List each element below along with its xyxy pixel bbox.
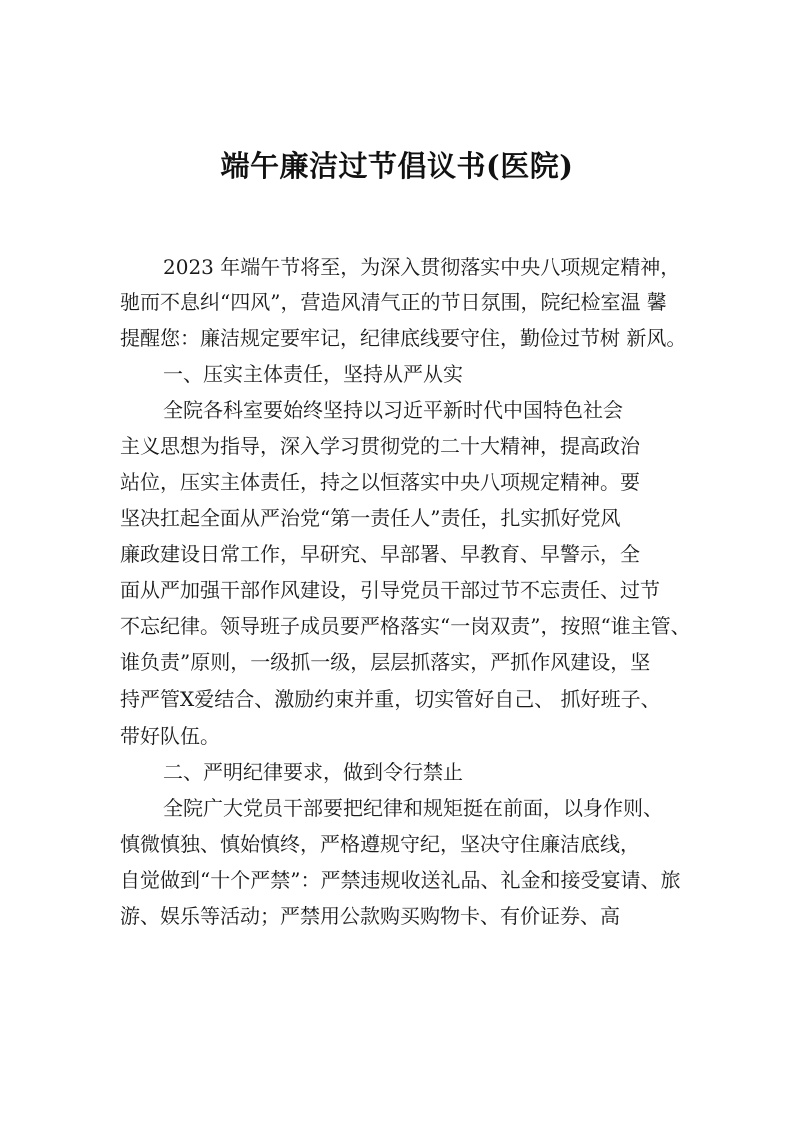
section-heading: 二、严明纪律要求，做到令行禁止 xyxy=(163,760,463,784)
paragraph-line: 慎微慎独、慎始慎终，严格遵规守纪，坚决守住廉洁底线， xyxy=(120,832,640,856)
paragraph-line: 面从严加强干部作风建设，引导党员干部过节不忘责任、过节 xyxy=(120,578,660,602)
paragraph-line: 站位，压实主体责任，持之以恒落实中央八项规定精神。要 xyxy=(120,470,640,494)
paragraph-line: 全院广大党员干部要把纪律和规矩挺在前面，以身作则、 xyxy=(163,796,663,820)
paragraph-line: 廉政建设日常工作，早研究、早部署、早教育、早警示，全 xyxy=(120,542,640,566)
paragraph-line: 游、娱乐等活动；严禁用公款购买购物卡、有价证券、高 xyxy=(120,904,620,928)
paragraph-line: 驰而不息纠“四风”，营造风清气正的节日氛围，院纪检室温 馨 xyxy=(120,290,667,314)
paragraph-line: 2023 年端午节将至，为深入贯彻落实中央八项规定精神， xyxy=(163,255,681,279)
paragraph-line: 谁负责”原则，一级抓一级，层层抓落实，严抓作风建设，坚 xyxy=(120,650,651,674)
paragraph-line: 持严管X爱结合、激励约束并重，切实管好自己、 抓好班子、 xyxy=(120,687,661,711)
paragraph-line: 提醒您：廉洁规定要牢记，纪律底线要守住，勤俭过节树 新风。 xyxy=(120,326,687,350)
document-title: 端午廉洁过节倡议书(医院) xyxy=(220,149,574,183)
paragraph-line: 不忘纪律。领导班子成员要严格落实“一岗双责”，按照“谁主管、 xyxy=(120,614,691,638)
paragraph-line: 全院各科室要始终坚持以习近平新时代中国特色社会 xyxy=(163,398,623,422)
paragraph-line: 主义思想为指导，深入学习贯彻党的二十大精神，提高政治 xyxy=(120,434,640,458)
paragraph-line: 坚决扛起全面从严治党“第一责任人”责任，扎实抓好党风 xyxy=(120,506,621,530)
section-heading: 一、压实主体责任，坚持从严从实 xyxy=(163,362,463,386)
paragraph-line: 带好队伍。 xyxy=(120,724,220,748)
paragraph-line: 自觉做到“十个严禁”：严禁违规收送礼品、礼金和接受宴请、旅 xyxy=(120,868,681,892)
